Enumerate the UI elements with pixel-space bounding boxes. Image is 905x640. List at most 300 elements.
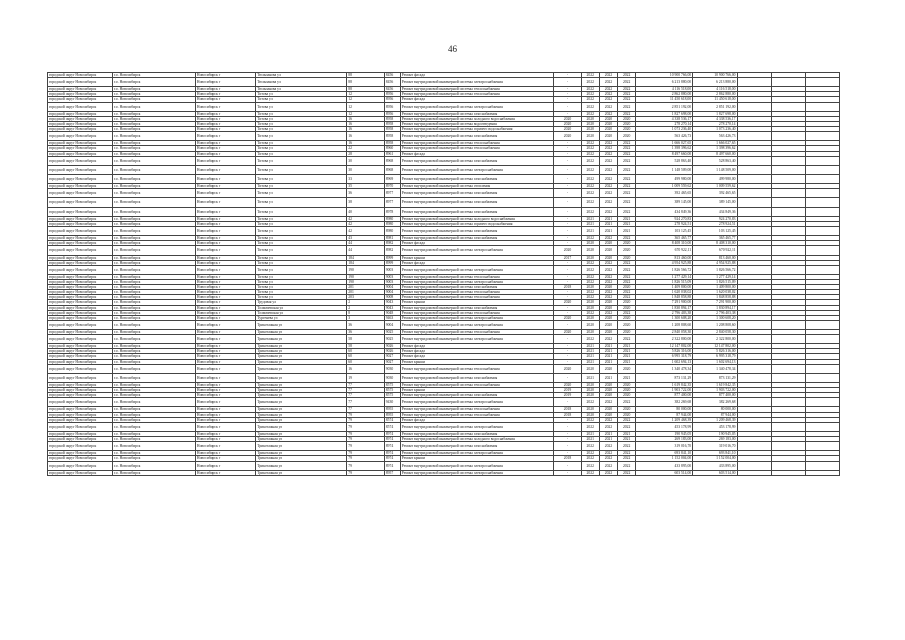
house-number-cell: 203: [347, 295, 385, 300]
cost-fund-cell: 6 995 318,79: [693, 354, 737, 359]
street-cell: Трикотажная ул: [256, 461, 347, 470]
work-description-cell: Ремонт внутридомовой инженерной системы теплоснабжения: [400, 290, 554, 295]
cost-total-cell: 1 602 694,13: [636, 359, 693, 364]
address-cell: городской округ Новосибирск: [48, 373, 113, 382]
work-description-cell: Ремонт крыши: [400, 255, 554, 260]
year-built-cell: 2020: [554, 329, 581, 334]
year-end-cell: 2022: [618, 456, 636, 461]
work-description-cell: Ремонт внутридомовой инженерной системы газоснабжения: [400, 373, 554, 382]
repair-schedule-table: [47, 72, 840, 476]
year-end-cell: 2022: [618, 260, 636, 265]
address-cell: городской округ Новосибирск: [48, 241, 113, 246]
year-end-cell: 2021: [618, 344, 636, 349]
street-cell: Трикотажная ул: [256, 437, 347, 442]
year-built-cell: 2018: [554, 456, 581, 461]
work-description-cell: Ремонт внутридомовой инженерной системы газоснабжения: [400, 189, 554, 198]
house-number-cell: 88: [347, 87, 385, 92]
year-end-cell: 2022: [618, 207, 636, 216]
year-start-cell: 2021: [599, 354, 617, 359]
house-code-cell: 8574: [384, 417, 400, 422]
year-plan-cell: 2020: [581, 412, 599, 417]
house-code-cell: 9008: [384, 295, 400, 300]
house-code-cell: 8956: [384, 111, 400, 116]
town-cell: Новосибирск г: [195, 320, 255, 329]
house-number-cell: 40: [347, 207, 385, 216]
year-plan-cell: 2022: [581, 451, 599, 456]
work-description-cell: Ремонт внутридомовой инженерной системы электроснабжения: [400, 102, 554, 111]
year-built-cell: -: [554, 373, 581, 382]
municipality-cell: г.о. Новосибирск: [112, 241, 195, 246]
year-plan-cell: 2020: [581, 393, 599, 398]
empty-cell: [771, 373, 805, 382]
address-cell: городской округ Новосибирск: [48, 364, 113, 373]
street-cell: Титова ул: [256, 216, 347, 221]
year-start-cell: 2022: [599, 274, 617, 279]
municipality-cell: г.о. Новосибирск: [112, 274, 195, 279]
house-number-cell: 79: [347, 470, 385, 475]
town-cell: Новосибирск г: [195, 260, 255, 265]
municipality-cell: г.о. Новосибирск: [112, 320, 195, 329]
house-code-cell: 8456: [384, 73, 400, 78]
empty-cell: [737, 165, 771, 174]
municipality-cell: г.о. Новосибирск: [112, 255, 195, 260]
cost-fund-cell: 382 269,68: [693, 398, 737, 407]
street-cell: Трикотажная ул: [256, 383, 347, 388]
cost-fund-cell: 693 841,10: [693, 451, 737, 456]
year-start-cell: 2022: [599, 398, 617, 407]
town-cell: Новосибирск г: [195, 359, 255, 364]
year-built-cell: -: [554, 354, 581, 359]
house-code-cell: 8574: [384, 422, 400, 431]
house-code-cell: 8982: [384, 241, 400, 246]
house-code-cell: 8977: [384, 189, 400, 198]
year-built-cell: -: [554, 146, 581, 151]
year-start-cell: 2022: [599, 92, 617, 97]
municipality-cell: г.о. Новосибирск: [112, 451, 195, 456]
work-description-cell: Ремонт внутридомовой инженерной системы теплоснабжения: [400, 295, 554, 300]
empty-cell: [771, 189, 805, 198]
year-start-cell: 2022: [599, 265, 617, 274]
year-end-cell: 2022: [618, 151, 636, 156]
municipality-cell: г.о. Новосибирск: [112, 141, 195, 146]
empty-cell: [771, 132, 805, 141]
cost-fund-cell: 1 398 396,62: [693, 146, 737, 151]
year-built-cell: -: [554, 73, 581, 78]
cost-fund-cell: 434 849,36: [693, 207, 737, 216]
municipality-cell: г.о. Новосибирск: [112, 111, 195, 116]
year-plan-cell: 2020: [581, 364, 599, 373]
year-end-cell: 2022: [618, 102, 636, 111]
year-end-cell: 2022: [618, 442, 636, 451]
house-code-cell: 8968: [384, 156, 400, 165]
address-cell: городской округ Новосибирск: [48, 92, 113, 97]
year-end-cell: 2022: [618, 422, 636, 431]
address-cell: городской округ Новосибирск: [48, 359, 113, 364]
cost-total-cell: 693 841,10: [636, 451, 693, 456]
empty-cell: [737, 461, 771, 470]
street-cell: Титова ул: [256, 156, 347, 165]
house-code-cell: 8958: [384, 121, 400, 126]
year-end-cell: 2020: [618, 121, 636, 126]
town-cell: Новосибирск г: [195, 227, 255, 236]
table-row: [48, 189, 840, 198]
address-cell: городской округ Новосибирск: [48, 141, 113, 146]
address-cell: городской округ Новосибирск: [48, 78, 113, 87]
cost-fund-cell: 389 145,00: [693, 198, 737, 207]
year-start-cell: 2021: [599, 373, 617, 382]
year-plan-cell: 2022: [581, 189, 599, 198]
empty-cell: [771, 265, 805, 274]
street-cell: Титова ул: [256, 102, 347, 111]
year-built-cell: -: [554, 290, 581, 295]
empty-cell: [737, 174, 771, 183]
year-end-cell: 2020: [618, 132, 636, 141]
municipality-cell: г.о. Новосибирск: [112, 198, 195, 207]
work-description-cell: Ремонт внутридомовой инженерной системы электроснабжения: [400, 398, 554, 407]
house-number-cell: 16: [347, 141, 385, 146]
house-number-cell: 79: [347, 461, 385, 470]
year-plan-cell: 2022: [581, 184, 599, 189]
cost-fund-cell: 5 826 316,00: [693, 349, 737, 354]
town-cell: Новосибирск г: [195, 305, 255, 310]
year-end-cell: 2021: [618, 437, 636, 442]
address-cell: городской округ Новосибирск: [48, 102, 113, 111]
year-plan-cell: 2022: [581, 78, 599, 87]
year-plan-cell: 2022: [581, 310, 599, 315]
year-plan-cell: 2020: [581, 329, 599, 334]
year-built-cell: 2020: [554, 246, 581, 255]
cost-fund-cell: 2 840 058,30: [693, 329, 737, 334]
empty-cell: [771, 227, 805, 236]
cost-total-cell: 5 826 316,00: [636, 349, 693, 354]
year-built-cell: -: [554, 92, 581, 97]
cost-total-cell: 7 291 900,00: [636, 300, 693, 305]
municipality-cell: г.о. Новосибирск: [112, 373, 195, 382]
town-cell: Новосибирск г: [195, 422, 255, 431]
empty-cell: [737, 132, 771, 141]
year-start-cell: 2022: [599, 165, 617, 174]
address-cell: городской округ Новосибирск: [48, 280, 113, 285]
cost-total-cell: 1 903 722,00: [636, 388, 693, 393]
town-cell: Новосибирск г: [195, 151, 255, 156]
address-cell: городской округ Новосибирск: [48, 315, 113, 320]
year-built-cell: 2020: [554, 300, 581, 305]
cost-fund-cell: 433 895,00: [693, 461, 737, 470]
house-code-cell: 8958: [384, 141, 400, 146]
municipality-cell: г.о. Новосибирск: [112, 470, 195, 475]
work-description-cell: Ремонт внутридомовой инженерной системы газоснабжения: [400, 174, 554, 183]
street-cell: Титова ул: [256, 116, 347, 121]
page-number: 46: [448, 44, 457, 54]
town-cell: Новосибирск г: [195, 412, 255, 417]
year-start-cell: 2022: [599, 290, 617, 295]
year-plan-cell: 2021: [581, 373, 599, 382]
year-built-cell: -: [554, 310, 581, 315]
empty-cell: [771, 78, 805, 87]
cost-fund-cell: 6 213 880,00: [693, 78, 737, 87]
empty-cell: [737, 364, 771, 373]
house-code-cell: 8956: [384, 92, 400, 97]
year-end-cell: 2022: [618, 146, 636, 151]
year-plan-cell: 2022: [581, 274, 599, 279]
house-number-cell: 33: [347, 174, 385, 183]
address-cell: городской округ Новосибирск: [48, 398, 113, 407]
address-cell: городской округ Новосибирск: [48, 451, 113, 456]
year-plan-cell: 2022: [581, 151, 599, 156]
year-plan-cell: 2022: [581, 141, 599, 146]
street-cell: Трикотажная ул: [256, 388, 347, 393]
year-plan-cell: 2022: [581, 295, 599, 300]
street-cell: Титова ул: [256, 295, 347, 300]
cost-fund-cell: 319 016,70: [693, 442, 737, 451]
house-number-cell: 88: [347, 73, 385, 78]
house-code-cell: 9048: [384, 310, 400, 315]
year-start-cell: 2022: [599, 73, 617, 78]
cost-fund-cell: 1 073 236,40: [693, 127, 737, 132]
cost-total-cell: 389 145,00: [636, 198, 693, 207]
year-plan-cell: 2021: [581, 437, 599, 442]
house-number-cell: 184: [347, 255, 385, 260]
street-cell: Титова ул: [256, 221, 347, 226]
town-cell: Новосибирск г: [195, 246, 255, 255]
address-cell: городской округ Новосибирск: [48, 383, 113, 388]
work-description-cell: Ремонт внутридомовой инженерной системы газоснабжения: [400, 111, 554, 116]
town-cell: Новосибирск г: [195, 383, 255, 388]
town-cell: Новосибирск г: [195, 141, 255, 146]
cost-fund-cell: 365 465,77: [693, 236, 737, 241]
town-cell: Новосибирск г: [195, 398, 255, 407]
year-plan-cell: 2022: [581, 207, 599, 216]
town-cell: Новосибирск г: [195, 290, 255, 295]
cost-total-cell: 1 666 027,65: [636, 141, 693, 146]
year-built-cell: 2018: [554, 412, 581, 417]
municipality-cell: г.о. Новосибирск: [112, 398, 195, 407]
year-built-cell: -: [554, 451, 581, 456]
year-start-cell: 2022: [599, 184, 617, 189]
year-end-cell: 2022: [618, 236, 636, 241]
cost-total-cell: 1 300 608,20: [636, 315, 693, 320]
year-start-cell: 2022: [599, 102, 617, 111]
year-plan-cell: 2020: [581, 388, 599, 393]
cost-total-cell: 1 340 478,34: [636, 364, 693, 373]
cost-total-cell: 278 270,14: [636, 121, 693, 126]
year-built-cell: -: [554, 165, 581, 174]
year-built-cell: 2020: [554, 116, 581, 121]
work-description-cell: Ремонт фасада: [400, 260, 554, 265]
town-cell: Новосибирск г: [195, 241, 255, 246]
work-description-cell: Ремонт внутридомовой инженерной системы электроснабжения: [400, 78, 554, 87]
year-built-cell: -: [554, 236, 581, 241]
work-description-cell: Ремонт внутридомовой инженерной системы теплоснабжения: [400, 329, 554, 334]
town-cell: Новосибирск г: [195, 417, 255, 422]
address-cell: городской округ Новосибирск: [48, 151, 113, 156]
cost-total-cell: 269 183,00: [636, 437, 693, 442]
cost-total-cell: 6 995 318,79: [636, 354, 693, 359]
work-description-cell: Ремонт внутридомовой инженерной системы теплоснабжения: [400, 383, 554, 388]
town-cell: Новосибирск г: [195, 470, 255, 475]
year-plan-cell: 2022: [581, 73, 599, 78]
empty-cell: [805, 132, 839, 141]
address-cell: городской округ Новосибирск: [48, 393, 113, 398]
cost-total-cell: 1 848 858,88: [636, 295, 693, 300]
municipality-cell: г.о. Новосибирск: [112, 92, 195, 97]
town-cell: Новосибирск г: [195, 437, 255, 442]
year-built-cell: -: [554, 141, 581, 146]
town-cell: Новосибирск г: [195, 174, 255, 183]
street-cell: Трудовая ул: [256, 300, 347, 305]
address-cell: городской округ Новосибирск: [48, 132, 113, 141]
town-cell: Новосибирск г: [195, 198, 255, 207]
year-plan-cell: 2022: [581, 260, 599, 265]
street-cell: Титова ул: [256, 184, 347, 189]
house-code-cell: 8575: [384, 383, 400, 388]
year-built-cell: 2017: [554, 255, 581, 260]
house-number-cell: 42: [347, 227, 385, 236]
empty-cell: [805, 265, 839, 274]
year-built-cell: 2019: [554, 393, 581, 398]
year-end-cell: 2022: [618, 156, 636, 165]
address-cell: городской округ Новосибирск: [48, 165, 113, 174]
house-code-cell: 8974: [384, 431, 400, 436]
street-cell: Титова ул: [256, 151, 347, 156]
municipality-cell: г.о. Новосибирск: [112, 236, 195, 241]
year-end-cell: 2022: [618, 398, 636, 407]
address-cell: городской округ Новосибирск: [48, 146, 113, 151]
cost-total-cell: 433 895,00: [636, 461, 693, 470]
cost-fund-cell: 11 450 618,00: [693, 97, 737, 102]
house-code-cell: 9027: [384, 359, 400, 364]
house-code-cell: 8974: [384, 461, 400, 470]
empty-cell: [771, 174, 805, 183]
house-number-cell: 201: [347, 285, 385, 290]
municipality-cell: г.о. Новосибирск: [112, 461, 195, 470]
empty-cell: [771, 165, 805, 174]
empty-cell: [805, 174, 839, 183]
house-number-cell: 190: [347, 265, 385, 274]
year-plan-cell: 2021: [581, 354, 599, 359]
municipality-cell: г.о. Новосибирск: [112, 87, 195, 92]
work-description-cell: Ремонт внутридомовой инженерной системы газоснабжения: [400, 305, 554, 310]
town-cell: Новосибирск г: [195, 315, 255, 320]
address-cell: городской округ Новосибирск: [48, 216, 113, 221]
year-end-cell: 2022: [618, 78, 636, 87]
address-cell: городской округ Новосибирск: [48, 422, 113, 431]
street-cell: Трикотажная ул: [256, 398, 347, 407]
address-cell: городской округ Новосибирск: [48, 156, 113, 165]
street-cell: Трикотажная ул: [256, 407, 347, 412]
house-code-cell: 8970: [384, 184, 400, 189]
year-start-cell: 2020: [599, 127, 617, 132]
municipality-cell: г.о. Новосибирск: [112, 344, 195, 349]
year-start-cell: 2020: [599, 241, 617, 246]
municipality-cell: г.о. Новосибирск: [112, 174, 195, 183]
municipality-cell: г.о. Новосибирск: [112, 246, 195, 255]
house-number-cell: 79: [347, 417, 385, 422]
cost-total-cell: 8 497 660,00: [636, 151, 693, 156]
work-description-cell: Ремонт фасада: [400, 73, 554, 78]
cost-total-cell: 877 400,00: [636, 393, 693, 398]
year-start-cell: 2022: [599, 198, 617, 207]
year-start-cell: 2020: [599, 132, 617, 141]
year-start-cell: 2022: [599, 236, 617, 241]
empty-cell: [771, 198, 805, 207]
year-built-cell: -: [554, 189, 581, 198]
municipality-cell: г.о. Новосибирск: [112, 280, 195, 285]
year-start-cell: 2020: [599, 320, 617, 329]
empty-cell: [771, 422, 805, 431]
year-end-cell: 2022: [618, 295, 636, 300]
year-start-cell: 2020: [599, 116, 617, 121]
house-code-cell: 9004: [384, 285, 400, 290]
cost-total-cell: 2 862 880,00: [636, 92, 693, 97]
year-plan-cell: 2021: [581, 221, 599, 226]
house-code-cell: 8968: [384, 165, 400, 174]
cost-fund-cell: 80 000,00: [693, 407, 737, 412]
house-number-cell: 12: [347, 97, 385, 102]
address-cell: городской округ Новосибирск: [48, 73, 113, 78]
house-code-cell: 8456: [384, 78, 400, 87]
street-cell: Титова ул: [256, 285, 347, 290]
year-plan-cell: 2022: [581, 265, 599, 274]
year-plan-cell: 2021: [581, 359, 599, 364]
year-plan-cell: 2022: [581, 398, 599, 407]
work-description-cell: Ремонт фасада: [400, 344, 554, 349]
cost-total-cell: 603 514,00: [636, 470, 693, 475]
house-number-cell: 58: [347, 335, 385, 344]
street-cell: Титова ул: [256, 274, 347, 279]
empty-cell: [737, 227, 771, 236]
street-cell: Трикотажная ул: [256, 422, 347, 431]
house-number-cell: 60: [347, 349, 385, 354]
year-built-cell: -: [554, 174, 581, 183]
table-row: [48, 461, 840, 470]
year-start-cell: 2022: [599, 422, 617, 431]
street-cell: Трикотажная ул: [256, 320, 347, 329]
year-end-cell: 2020: [618, 241, 636, 246]
year-start-cell: 2022: [599, 335, 617, 344]
year-built-cell: -: [554, 417, 581, 422]
address-cell: городской округ Новосибирск: [48, 437, 113, 442]
house-number-cell: 77: [347, 393, 385, 398]
year-plan-cell: 2021: [581, 349, 599, 354]
municipality-cell: г.о. Новосибирск: [112, 300, 195, 305]
municipality-cell: г.о. Новосибирск: [112, 310, 195, 315]
empty-cell: [771, 246, 805, 255]
year-start-cell: 2022: [599, 97, 617, 102]
street-cell: Титова ул: [256, 255, 347, 260]
year-end-cell: 2020: [618, 127, 636, 132]
house-number-cell: 38: [347, 198, 385, 207]
year-plan-cell: 2020: [581, 383, 599, 388]
empty-cell: [771, 335, 805, 344]
house-code-cell: 9027: [384, 354, 400, 359]
street-cell: Тургенева ул: [256, 315, 347, 320]
work-description-cell: Ремонт внутридомовой инженерной системы теплоснабжения: [400, 92, 554, 97]
year-end-cell: 2020: [618, 393, 636, 398]
house-code-cell: 8956: [384, 97, 400, 102]
town-cell: Новосибирск г: [195, 87, 255, 92]
work-description-cell: Ремонт внутридомовой инженерной системы электроснабжения: [400, 422, 554, 431]
address-cell: городской округ Новосибирск: [48, 456, 113, 461]
year-start-cell: 2022: [599, 260, 617, 265]
house-code-cell: 9463: [384, 315, 400, 320]
work-description-cell: Ремонт внутридомовой инженерной системы газоснабжения: [400, 393, 554, 398]
house-number-cell: 42: [347, 216, 385, 221]
house-number-cell: 36: [347, 189, 385, 198]
street-cell: Толмачевская ул: [256, 310, 347, 315]
street-cell: Трикотажная ул: [256, 329, 347, 334]
house-number-cell: 44: [347, 241, 385, 246]
